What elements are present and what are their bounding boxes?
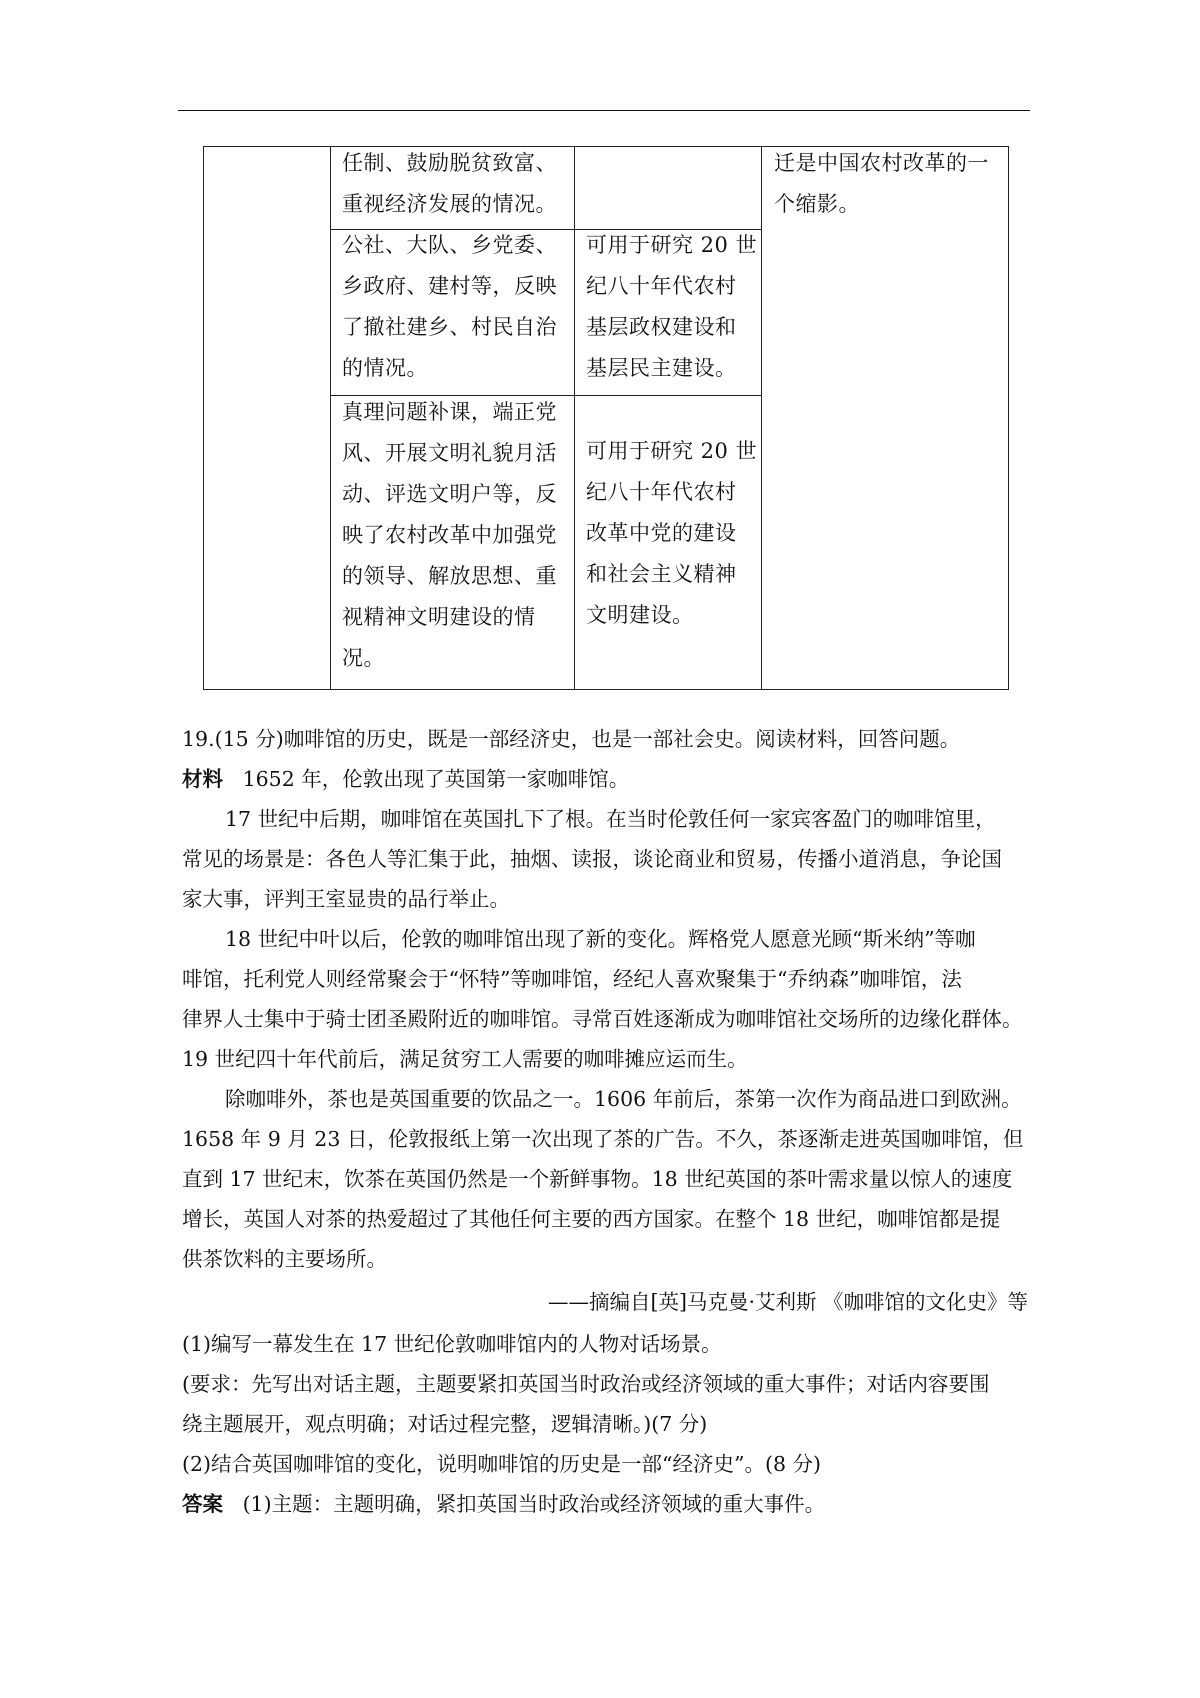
sub-question-2: (2)结合英国咖啡馆的变化，说明咖啡馆的历史是一部“经济史”。(8 分) [182, 1452, 822, 1476]
paragraph-line: 常见的场景是：各色人等汇集于此，抽烟、读报，谈论商业和贸易，传播小道消息，争论国 [182, 847, 1002, 871]
paragraph-line: 18 世纪中叶以后，伦敦的咖啡馆出现了新的变化。辉格党人愿意光顾“斯米纳”等咖 [225, 927, 976, 951]
paragraph-line: 19 世纪四十年代前后，满足贫穷工人需要的咖啡摊应运而生。 [182, 1047, 748, 1071]
paragraph-line: 供茶饮料的主要场所。 [182, 1247, 387, 1271]
requirement-line: 绕主题展开，观点明确；对话过程完整，逻辑清晰。)(7 分) [182, 1412, 708, 1436]
answer-table [203, 146, 1009, 690]
paragraph-line: 增长，英国人对茶的热爱超过了其他任何主要的西方国家。在整个 18 世纪，咖啡馆都是提 [182, 1207, 1001, 1231]
paragraph-line: 律界人士集中于骑士团圣殿附近的咖啡馆。寻常百姓逐渐成为咖啡馆社交场所的边缘化群体。 [182, 1007, 1023, 1031]
paragraph-line: 除咖啡外，茶也是英国重要的饮品之一。1606 年前后，茶第一次作为商品进口到欧洲。 [225, 1087, 1022, 1111]
paragraph-line: 直到 17 世纪末，饮茶在英国仍然是一个新鲜事物。18 世纪英国的茶叶需求量以惊人的速度 [182, 1167, 1013, 1191]
table-divider [761, 147, 762, 689]
answer-label: 答案 [182, 1492, 223, 1516]
table-cell: 任制、鼓励脱贫致富、 重视经济发展的情况。 [342, 151, 557, 216]
paragraph-line: 啡馆，托利党人则经常聚会于“怀特”等咖啡馆，经纪人喜欢聚集于“乔纳森”咖啡馆，法 [182, 967, 962, 991]
material-line [182, 759, 1030, 799]
table-cell: 公社、大队、乡党委、 乡政府、建村等，反映 了撤社建乡、村民自治 的情况。 [342, 233, 557, 380]
paragraph-line: 家大事，评判王室显贵的品行举止。 [182, 887, 510, 911]
sub-question-1: (1)编写一幕发生在 17 世纪伦敦咖啡馆内的人物对话场景。 [182, 1332, 722, 1356]
question-title: 19.(15 分)咖啡馆的历史，既是一部经济史，也是一部社会史。阅读材料，回答问题。 [182, 727, 961, 751]
material-label: 材料 [182, 767, 223, 791]
source-citation: ——摘编自[英]马克曼·艾利斯 《咖啡馆的文化史》等 [547, 1290, 1028, 1314]
answer-line [182, 1484, 1030, 1524]
table-cell: 可用于研究 20 世 纪八十年代农村 改革中党的建设 和社会主义精神 文明建设。 [586, 439, 758, 627]
material-first: 1652 年，伦敦出现了英国第一家咖啡馆。 [242, 767, 630, 791]
table-cell: 真理问题补课，端正党 风、开展文明礼貌月活 动、评选文明户等，反 映了农村改革中加强党 的领导、解放思想、重 视精神文明建设的情 况。 [342, 400, 557, 670]
paragraph-line: 1658 年 9 月 23 日，伦敦报纸上第一次出现了茶的广告。不久，茶逐渐走进英国咖啡馆，但 [182, 1127, 1024, 1151]
header-rule [178, 110, 1030, 111]
answer-text: (1)主题：主题明确，紧扣英国当时政治或经济领域的重大事件。 [242, 1492, 826, 1516]
paragraph-line: 17 世纪中后期，咖啡馆在英国扎下了根。在当时伦敦任何一家宾客盈门的咖啡馆里， [225, 807, 996, 831]
table-cell: 可用于研究 20 世 纪八十年代农村 基层政权建设和 基层民主建设。 [586, 233, 758, 380]
requirement-line: (要求：先写出对话主题，主题要紧扣英国当时政治或经济领域的重大事件；对话内容要围 [182, 1372, 990, 1396]
table-cell: 迁是中国农村改革的一 个缩影。 [774, 151, 989, 216]
